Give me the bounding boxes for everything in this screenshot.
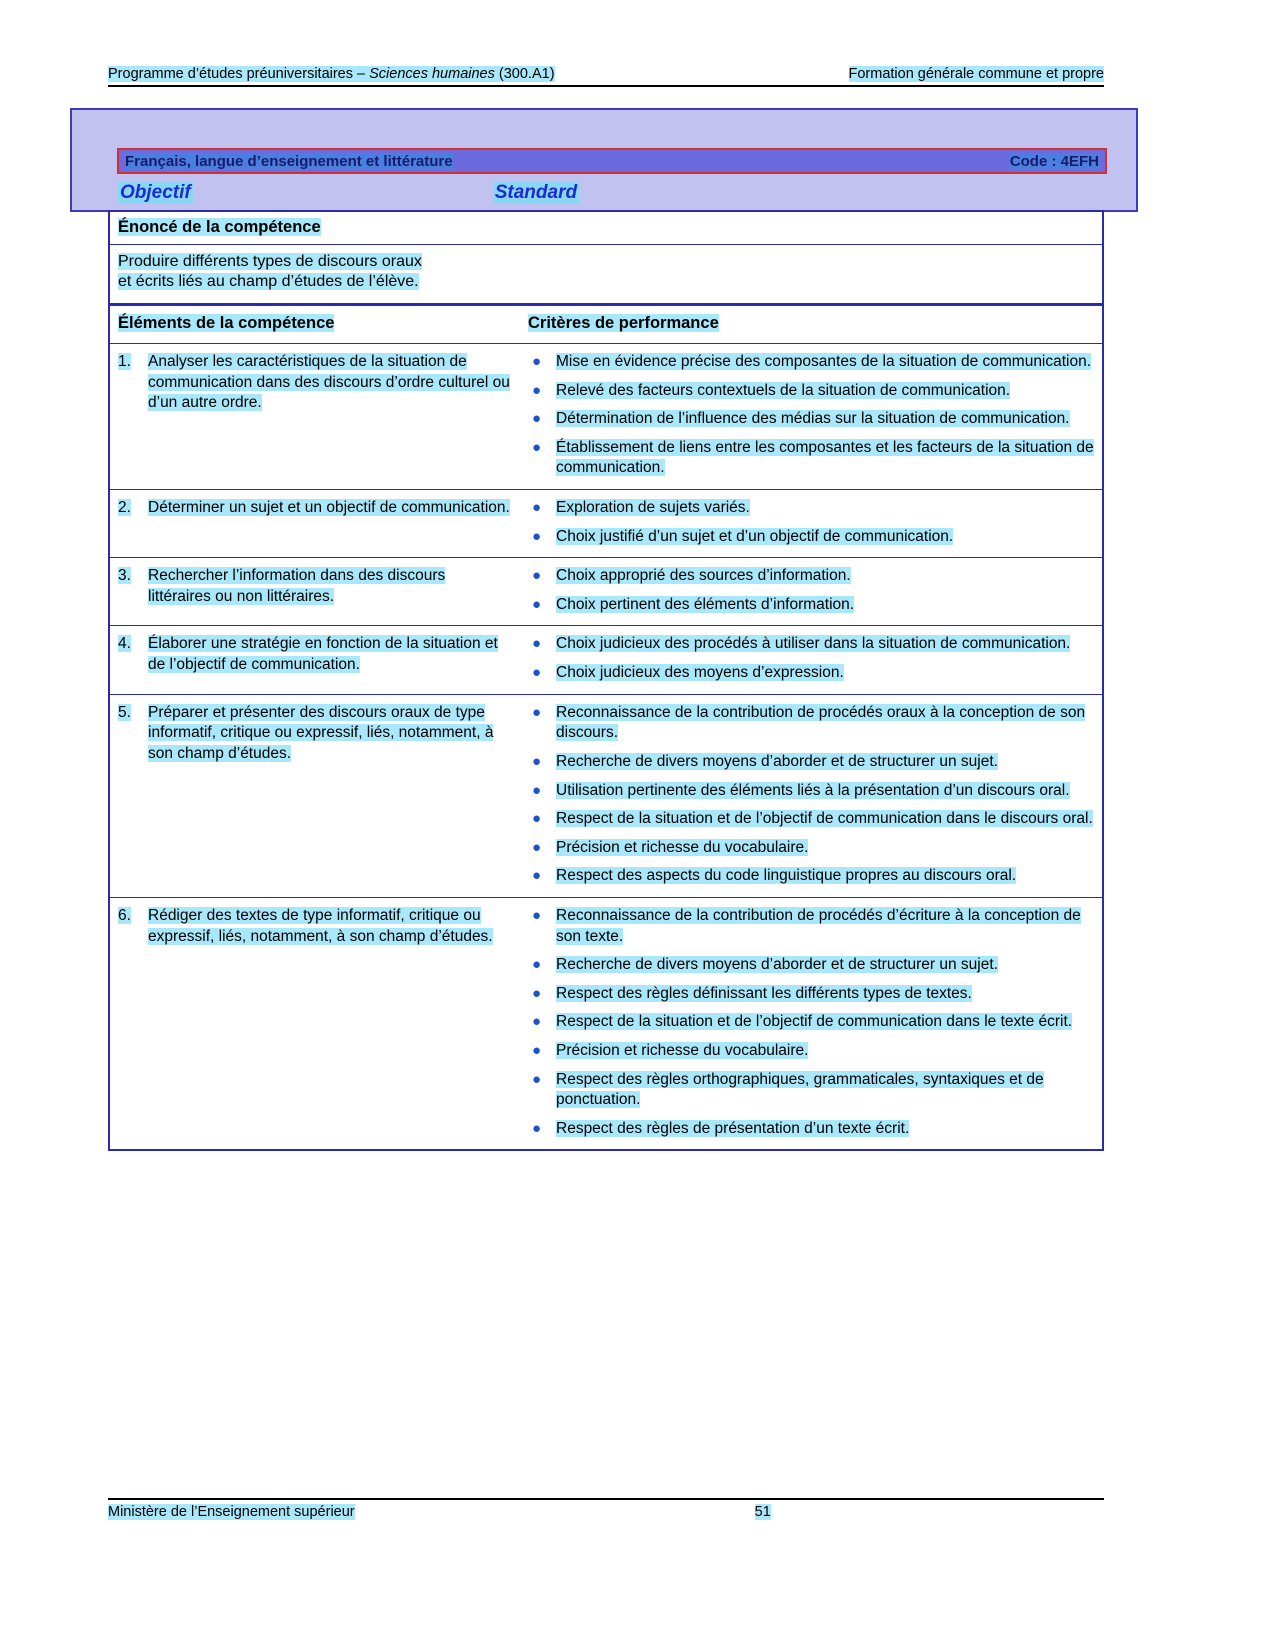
criterion-text: Respect de la situation et de l’objectif de communication dans le discours oral. xyxy=(556,810,1093,828)
bullet-icon: ● xyxy=(532,1070,542,1088)
criterion-text: Détermination de l’influence des médias sur la situation de communication. xyxy=(556,410,1070,428)
criterion-item xyxy=(528,809,1094,830)
criterion-text: Précision et richesse du vocabulaire. xyxy=(556,1042,809,1060)
element-item xyxy=(118,352,512,414)
criterion-text: Choix judicieux des moyens d’expression. xyxy=(556,664,844,682)
table-row xyxy=(110,626,1102,694)
bullet-icon: ● xyxy=(532,527,542,545)
objectif-standard-banner xyxy=(70,108,1138,212)
element-item xyxy=(118,498,512,519)
criteria-cell xyxy=(520,626,1102,693)
table-header-criteria xyxy=(520,306,1102,343)
competence-statement-body xyxy=(110,245,1102,303)
criterion-text: Respect de la situation et de l’objectif de communication dans le texte écrit. xyxy=(556,1013,1073,1031)
competence-statement-heading xyxy=(110,212,1102,245)
criterion-text: Recherche de divers moyens d’aborder et de structurer un sujet. xyxy=(556,956,998,974)
element-item xyxy=(118,566,512,607)
criterion-item xyxy=(528,1041,1094,1062)
element-number: 4. xyxy=(118,635,131,653)
bullet-icon: ● xyxy=(532,410,542,428)
page-header xyxy=(108,66,1104,87)
criterion-item xyxy=(528,409,1094,430)
element-text: Déterminer un sujet et un objectif de communication. xyxy=(148,499,510,517)
element-text: Rechercher l’information dans des discours littéraires ou non littéraires. xyxy=(148,567,446,605)
criteria-cell xyxy=(520,490,1102,557)
header-formation-label: Formation générale commune et propre xyxy=(848,66,1104,82)
bullet-icon: ● xyxy=(532,956,542,974)
criteria-cell xyxy=(520,898,1102,1149)
element-text: Élaborer une stratégie en fonction de la situation et de l’objectif de communication. xyxy=(148,635,498,674)
criterion-item xyxy=(528,906,1094,947)
bullet-icon: ● xyxy=(532,1119,542,1137)
criteria-cell xyxy=(520,695,1102,897)
bullet-icon: ● xyxy=(532,595,542,613)
criterion-text: Utilisation pertinente des éléments liés à la présentation d’un discours oral. xyxy=(556,781,1070,799)
criterion-text: Respect des règles de présentation d’un texte écrit. xyxy=(556,1119,910,1137)
bullet-icon: ● xyxy=(532,1013,542,1031)
table-header-criteria-text: Critères de performance xyxy=(528,314,719,332)
bullet-icon: ● xyxy=(532,703,542,721)
criterion-item xyxy=(528,838,1094,859)
bullet-icon: ● xyxy=(532,635,542,653)
criterion-item xyxy=(528,955,1094,976)
element-text: Préparer et présenter des discours oraux de type informatif, critique ou expressif, liés, notamment, à son champ d’études. xyxy=(148,703,494,762)
header-program-prefix: Programme d’études préuniversitaires – xyxy=(108,66,370,82)
bullet-icon: ● xyxy=(532,353,542,370)
element-cell xyxy=(110,626,520,693)
criterion-item xyxy=(528,1119,1094,1140)
table-header-elements-text: Éléments de la compétence xyxy=(118,314,335,332)
bullet-icon: ● xyxy=(532,1042,542,1060)
course-code: Code : 4EFH xyxy=(1009,152,1099,170)
criteria-cell xyxy=(520,344,1102,489)
criterion-item xyxy=(528,752,1094,773)
criterion-item xyxy=(528,866,1094,887)
header-left xyxy=(108,66,555,82)
bullet-icon: ● xyxy=(532,867,542,885)
footer-page-number xyxy=(755,1504,771,1520)
element-number: 3. xyxy=(118,567,131,585)
criterion-item xyxy=(528,595,1094,616)
criterion-item xyxy=(528,984,1094,1005)
criterion-item xyxy=(528,1070,1094,1111)
criterion-text: Choix approprié des sources d’information. xyxy=(556,567,851,585)
criterion-item xyxy=(528,527,1094,548)
element-text: Analyser les caractéristiques de la situation de communication dans des discours d’ordre culturel ou d’un autre ordre. xyxy=(148,353,510,412)
criterion-text: Mise en évidence précise des composantes de la situation de communication. xyxy=(556,353,1092,370)
criterion-item xyxy=(528,352,1094,373)
bullet-icon: ● xyxy=(532,499,542,517)
banner-subheadings xyxy=(118,182,1108,204)
criterion-item xyxy=(528,781,1094,802)
bullet-icon: ● xyxy=(532,838,542,856)
criterion-text: Précision et richesse du vocabulaire. xyxy=(556,838,809,856)
standard-label: Standard xyxy=(494,182,578,203)
criterion-text: Respect des aspects du code linguistique propres au discours oral. xyxy=(556,867,1017,885)
criterion-item xyxy=(528,498,1094,519)
criterion-item xyxy=(528,381,1094,402)
element-cell xyxy=(110,490,520,557)
criterion-text: Choix pertinent des éléments d’information. xyxy=(556,595,855,613)
element-item xyxy=(118,634,512,675)
footer-ministry-text: Ministère de l’Enseignement supérieur xyxy=(108,1504,355,1520)
criterion-text: Respect des règles définissant les différents types de textes. xyxy=(556,984,972,1002)
criterion-text: Respect des règles orthographiques, grammaticales, syntaxiques et de ponctuation. xyxy=(556,1070,1044,1109)
page-footer xyxy=(108,1498,1104,1520)
criterion-text: Exploration de sujets variés. xyxy=(556,499,750,517)
element-cell xyxy=(110,695,520,897)
competence-statement-line-1: Produire différents types de discours oraux xyxy=(118,253,422,270)
table-row xyxy=(110,898,1102,1149)
table-header-row xyxy=(110,306,1102,344)
criterion-text: Relevé des facteurs contextuels de la situation de communication. xyxy=(556,381,1011,399)
bullet-icon: ● xyxy=(532,438,542,456)
element-item xyxy=(118,906,512,947)
criterion-item xyxy=(528,438,1094,479)
table-header-elements xyxy=(110,306,520,343)
criterion-text: Établissement de liens entre les composantes et les facteurs de la situation de communication. xyxy=(556,438,1094,477)
criterion-item xyxy=(528,566,1094,587)
table-row xyxy=(110,490,1102,558)
competence-statement-line-2: et écrits liés au champ d’études de l’élève. xyxy=(118,273,419,291)
criterion-text: Choix judicieux des procédés à utiliser dans la situation de communication. xyxy=(556,635,1071,653)
header-program-suffix: (300.A1) xyxy=(494,66,555,82)
bullet-icon: ● xyxy=(532,567,542,585)
element-cell xyxy=(110,344,520,489)
table-row xyxy=(110,558,1102,626)
element-text: Rédiger des textes de type informatif, critique ou expressif, liés, notamment, à son champ d’études. xyxy=(148,906,493,945)
bullet-icon: ● xyxy=(532,781,542,799)
element-number: 2. xyxy=(118,499,131,517)
bullet-icon: ● xyxy=(532,752,542,770)
element-item xyxy=(118,703,512,765)
competence-statement-box xyxy=(108,210,1104,305)
criterion-item xyxy=(528,1012,1094,1033)
element-number: 5. xyxy=(118,703,131,721)
objectif-label: Objectif xyxy=(120,182,191,203)
criterion-text: Reconnaissance de la contribution de procédés oraux à la conception de son discours. xyxy=(556,703,1086,742)
header-program-italic: Sciences humaines xyxy=(369,66,495,82)
header-right xyxy=(849,66,1105,82)
bullet-icon: ● xyxy=(532,810,542,828)
competence-statement-heading-text: Énoncé de la compétence xyxy=(118,218,321,236)
criterion-item xyxy=(528,634,1094,655)
competence-criteria-table xyxy=(108,304,1104,1151)
criterion-item xyxy=(528,663,1094,684)
footer-page-number-text: 51 xyxy=(754,1504,771,1520)
element-cell xyxy=(110,898,520,1149)
bullet-icon: ● xyxy=(532,664,542,682)
criterion-text: Recherche de divers moyens d’aborder et de structurer un sujet. xyxy=(556,752,998,770)
course-title: Français, langue d’enseignement et littérature xyxy=(125,152,453,170)
table-row xyxy=(110,695,1102,898)
bullet-icon: ● xyxy=(532,906,542,924)
table-row xyxy=(110,344,1102,490)
bullet-icon: ● xyxy=(532,984,542,1002)
criteria-cell xyxy=(520,558,1102,625)
element-number: 6. xyxy=(118,906,131,924)
element-number: 1. xyxy=(118,353,131,370)
criterion-text: Reconnaissance de la contribution de procédés d’écriture à la conception de son texte. xyxy=(556,906,1081,945)
footer-ministry xyxy=(108,1504,355,1520)
criterion-item xyxy=(528,703,1094,744)
course-title-bar xyxy=(117,148,1107,174)
bullet-icon: ● xyxy=(532,381,542,399)
criterion-text: Choix justifié d’un sujet et d’un objectif de communication. xyxy=(556,527,954,545)
element-cell xyxy=(110,558,520,625)
